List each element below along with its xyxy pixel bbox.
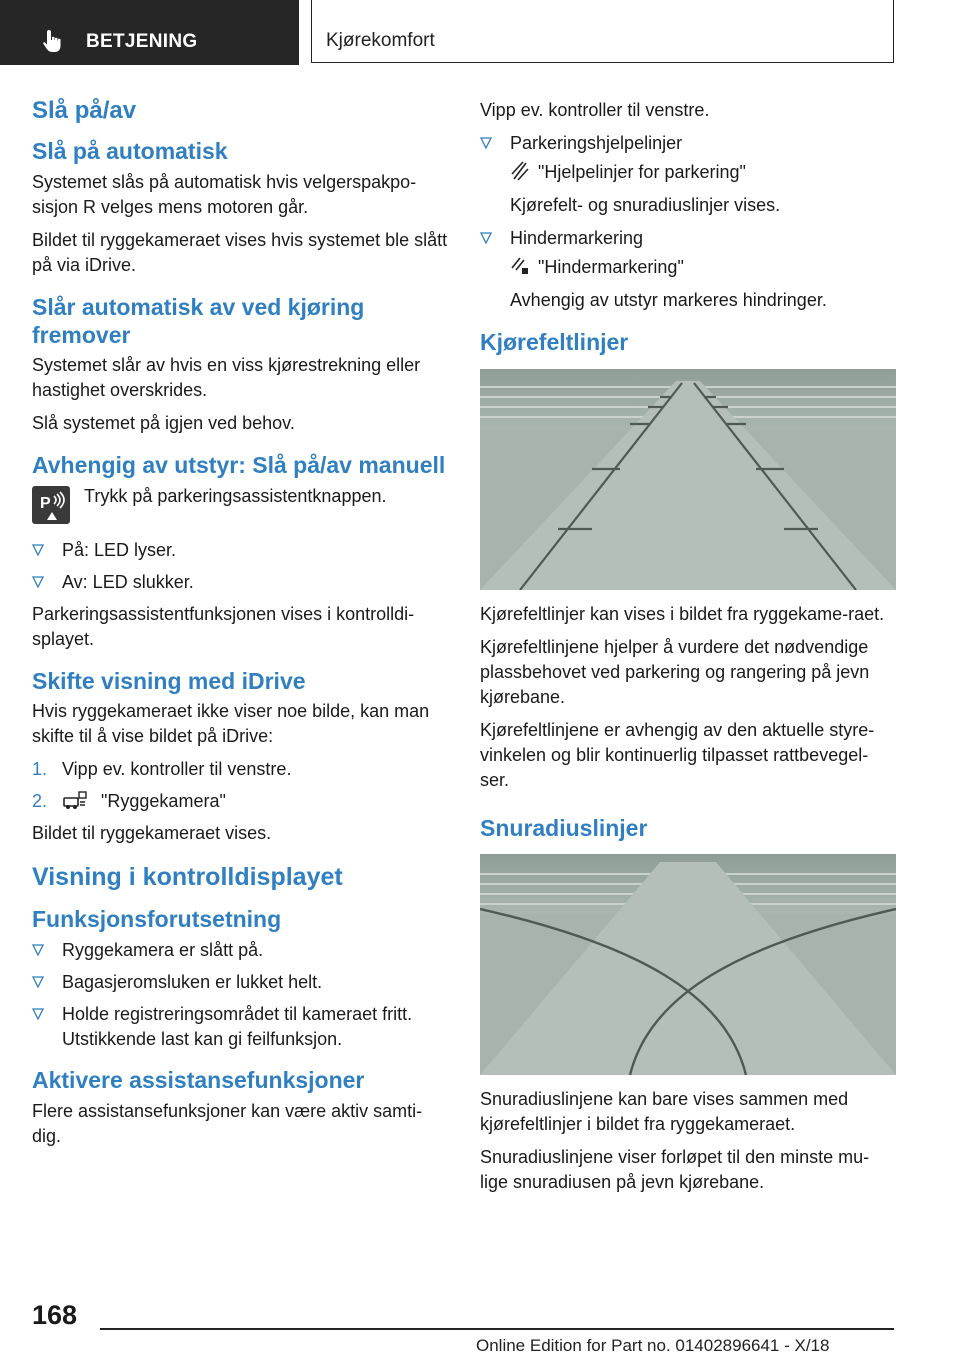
- heading-assist: Aktivere assistansefunksjoner: [32, 1066, 365, 1093]
- option-2-desc: Avhengig av utstyr markeres hindringer.: [510, 290, 827, 310]
- svg-text:P: P: [40, 494, 51, 512]
- option-1-desc: Kjørefelt- og snuradiuslinjer vises.: [510, 195, 781, 215]
- list-item: 1. Vipp ev. kontroller til venstre.: [32, 759, 292, 780]
- requirements-list: [32, 938, 450, 1052]
- section-tab: [0, 0, 299, 65]
- footer-edition: Online Edition for Part no. 01402896641 - X/18: [476, 1336, 830, 1355]
- section-tab-label: BETJENING: [86, 31, 198, 52]
- obstacle-marking-icon: [510, 256, 530, 276]
- chapter-header: [311, 0, 894, 63]
- list-item: På: LED lyser.: [32, 538, 450, 563]
- triangle-bullet-icon: [32, 1008, 44, 1020]
- idrive-steps: [32, 757, 450, 814]
- para-lanes-3: Kjørefeltlinjene er avhengig av den aktuelle styre-vinkelen og blir kontinuerlig tilpasset rattbevegel-ser.: [480, 719, 875, 790]
- para-top: Vipp ev. kontroller til venstre.: [480, 100, 710, 120]
- heading-idrive: Skifte visning med iDrive: [32, 667, 306, 694]
- heading-lanes: Kjørefeltlinjer: [480, 329, 629, 355]
- para-manual-2: Parkeringsassistentfunksjonen vises i kontrolldi-splayet.: [32, 603, 415, 649]
- heading-requirements: Funksjonsforutsetning: [32, 906, 282, 933]
- list-item: Ryggekamera er slått på.: [32, 938, 450, 963]
- list-item: Hindermarkering: [480, 226, 896, 251]
- para-off-2: Slå systemet på igjen ved behov.: [32, 413, 295, 434]
- triangle-bullet-icon: [480, 137, 492, 149]
- para-lanes-2: Kjørefeltlinjene hjelper å vurdere det nødvendige plassbehovet ved parkering og rangering på jevn kjørebane.: [480, 636, 870, 707]
- para-auto-2: Bildet til ryggekameraet vises hvis systemet ble slått på via iDrive.: [32, 229, 448, 275]
- heading-display: Visning i kontrolldisplayet: [32, 863, 343, 892]
- para-turn-1: Snuradiuslinjene kan bare vises sammen med kjørefeltlinjer i bildet fra ryggekameraet.: [480, 1089, 849, 1135]
- list-item: Holde registreringsområdet til kameraet fritt. Utstikkende last kan gi feilfunksjon.: [32, 1002, 450, 1052]
- para-idrive: Hvis ryggekameraet ikke viser noe bilde, kan man skifte til å vise bildet på iDrive:: [32, 701, 430, 747]
- para-auto-1: Systemet slås på automatisk hvis velgerspakpo-sisjon R velges mens motoren går.: [32, 171, 417, 217]
- para-turn-2: Snuradiuslinjene viser forløpet til den minste mu-lige snuradiusen på jevn kjørebane.: [480, 1147, 870, 1193]
- hand-pointer-icon: [40, 28, 66, 54]
- park-assist-button-icon: [32, 486, 70, 524]
- heading-on-off: Slå på/av: [32, 97, 137, 124]
- para-idrive-2: Bildet til ryggekameraet vises.: [32, 823, 272, 844]
- right-column: [480, 98, 896, 1203]
- para-manual: Trykk på parkeringsassistentknappen.: [84, 485, 387, 506]
- park-button-row: [32, 484, 450, 524]
- triangle-bullet-icon: [32, 944, 44, 956]
- options-list-2: [480, 226, 896, 251]
- manual-list: [32, 538, 450, 595]
- triangle-bullet-icon: [32, 576, 44, 588]
- para-assist: Flere assistansefunksjoner kan være aktiv samti-dig.: [32, 1100, 423, 1146]
- parking-lines-icon: [510, 161, 530, 181]
- heading-auto-on: Slå på automatisk: [32, 138, 228, 165]
- left-column: [32, 98, 450, 1157]
- heading-auto-off: Slår automatisk av ved kjøring fremover: [32, 293, 365, 348]
- list-item: Bagasjeromsluken er lukket helt.: [32, 970, 450, 995]
- triangle-bullet-icon: [480, 232, 492, 244]
- para-lanes-1: Kjørefeltlinjer kan vises i bildet fra ryggekame-raet.: [480, 603, 885, 624]
- chapter-title: Kjørekomfort: [326, 30, 435, 51]
- list-item: Parkeringshjelpelinjer: [480, 131, 896, 156]
- list-item: 2. "Ryggekamera": [32, 791, 226, 812]
- heading-manual: Avhengig av utstyr: Slå på/av manuell: [32, 452, 446, 479]
- option-1-menu: "Hjelpelinjer for parkering": [480, 160, 896, 185]
- rear-camera-icon: [62, 790, 88, 810]
- para-off-1: Systemet slår av hvis en viss kjørestrekning eller hastighet overskrides.: [32, 355, 421, 401]
- footer-divider: [100, 1328, 894, 1330]
- options-list: [480, 131, 896, 156]
- list-item: Av: LED slukker.: [32, 570, 450, 595]
- heading-turn: Snuradiuslinjer: [480, 814, 648, 841]
- lane-lines-figure: [480, 369, 896, 590]
- turn-radius-figure: [480, 854, 896, 1075]
- option-2-menu: "Hindermarkering": [480, 255, 896, 280]
- triangle-bullet-icon: [32, 544, 44, 556]
- page-number: 168: [32, 1300, 78, 1330]
- triangle-bullet-icon: [32, 976, 44, 988]
